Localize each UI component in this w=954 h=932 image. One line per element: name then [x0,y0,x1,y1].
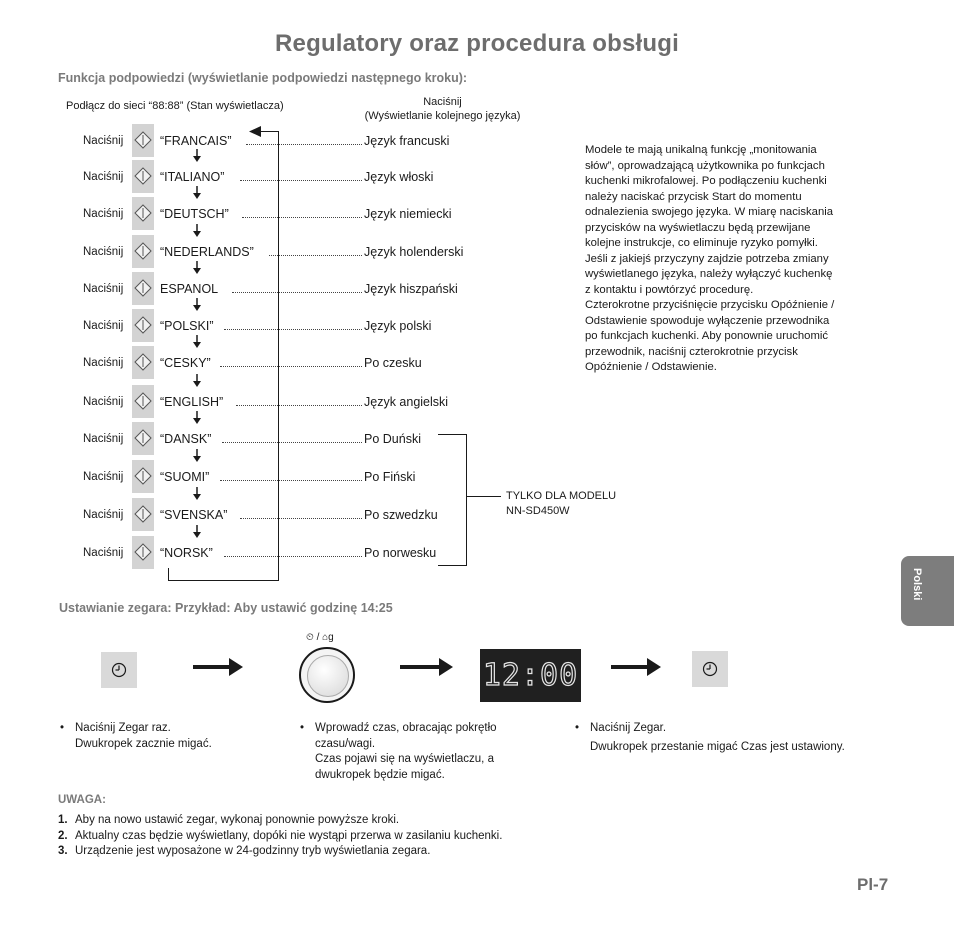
clock-icon [702,661,718,677]
start-icon [134,131,152,149]
model-bracket-connector [467,496,501,497]
loop-bottom-drop [168,568,169,580]
oven-display [480,649,581,702]
start-button[interactable] [132,272,154,305]
description-line: Czterokrotne przyciśnięcie przycisku Opóźnienie / [585,299,835,311]
display-language-code: “DEUTSCH” [160,207,229,221]
description-line: przycisków na wyświetlaczu będą przewijane [585,221,811,234]
leader-dots [240,180,362,181]
start-button[interactable] [132,160,154,193]
start-icon [134,543,152,561]
start-icon [134,392,152,410]
arrow-right-icon [400,665,443,669]
description-line: kolejne instrukcje, co eliminuje ryzyko pomyłki. [585,237,818,249]
loop-arrow-icon [249,126,261,137]
language-name: Język włoski [364,170,434,184]
side-tab-label: Polski [911,568,923,601]
press-label: Naciśnij [83,357,124,369]
arrow-down-icon [192,224,200,243]
description-line: odnalezienia swojego języka. W miarę naciskania [585,206,834,218]
plug-in-label: Podłącz do sieci “88:88” (Stan wyświetlacza) [66,100,284,112]
language-name: Język polski [364,319,432,333]
arrow-right-icon [611,665,651,669]
clock-button-step3[interactable] [692,651,728,687]
step2-line3: Czas pojawi się na wyświetlaczu, a [315,753,494,765]
press-label: Naciśnij [83,135,124,147]
press-label: Naciśnij [83,547,124,559]
start-icon [134,429,152,447]
dial-knob [307,655,349,697]
display-language-code: “ITALIANO” [160,170,225,184]
start-button[interactable] [132,309,154,342]
description-line: słów”, oprowadzającą użytkownika po funkcjach [585,159,825,172]
leader-dots [232,292,362,293]
note-item [58,813,658,829]
start-button[interactable] [132,460,154,493]
notes-heading: UWAGA: [58,794,106,806]
start-button[interactable] [132,346,154,379]
model-bracket [438,434,467,566]
display-language-code: “ENGLISH” [160,395,224,409]
clock-step-1 [60,721,295,752]
leader-dots [220,480,362,481]
clock-icon [111,662,127,678]
help-section-heading: Funkcja podpowiedzi (wyświetlanie podpowiedzi następnego kroku): [58,71,468,85]
display-language-code: “FRANCAIS” [160,134,232,148]
start-icon [134,505,152,523]
start-button[interactable] [132,124,154,157]
press-label: Naciśnij [83,509,124,521]
model-note [506,489,616,519]
start-button[interactable] [132,536,154,569]
step2-line1: Wprowadź czas, obracając pokrętło [315,722,497,734]
leader-dots [240,518,362,519]
press-next-line2: (Wyświetlanie kolejnego języka) [364,110,521,122]
start-button[interactable] [132,197,154,230]
step2-line2: czasu/wagi. [315,737,376,750]
start-button[interactable] [132,235,154,268]
description-paragraph [585,143,885,376]
language-name: Po norwesku [364,546,437,560]
description-line: wyświetlanego języka, należy wyłączyć kuchenkę [585,268,833,280]
display-language-code: “CESKY” [160,356,211,370]
leader-dots [224,329,362,330]
note-number: 1. [58,814,68,826]
leader-dots [224,556,362,557]
start-button[interactable] [132,422,154,455]
arrow-down-icon [192,298,200,317]
start-icon [134,353,152,371]
press-label: Naciśnij [83,171,124,183]
arrow-down-icon [192,149,200,168]
description-line: kuchenki mikrofalowej. Po podłączeniu kuchenki [585,175,827,187]
note-number: 2. [58,829,68,842]
language-name: Po Duński [364,432,421,446]
language-name: Język holenderski [364,245,464,259]
leader-dots [242,217,362,218]
bullet: • [60,722,65,734]
language-name: Język francuski [364,134,450,148]
press-label: Naciśnij [83,433,124,445]
language-name: Język hiszpański [364,282,458,296]
step3-line1: Naciśnij Zegar. [590,722,667,734]
arrow-down-icon [192,487,200,506]
start-icon [134,467,152,485]
language-name: Po Fiński [364,470,416,484]
note-item [58,829,658,845]
display-language-code: “NEDERLANDS” [160,245,254,259]
note-text: Urządzenie jest wyposażone w 24-godzinny tryb wyświetlania zegara. [75,845,431,857]
loop-bottom-line [168,580,279,581]
press-next-line1: Naciśnij [423,96,462,108]
time-weight-dial[interactable] [299,647,355,703]
language-side-tab [901,556,954,626]
description-line: Opóźnienie / Odstawienie. [585,361,717,373]
note-item [58,844,658,860]
page-title: Regulatory oraz procedura obsługi [275,30,679,57]
leader-dots [236,405,362,406]
arrow-down-icon [192,374,200,393]
press-label: Naciśnij [83,396,124,408]
display-language-code: “SVENSKA” [160,508,228,522]
press-label: Naciśnij [83,208,124,220]
note-number: 3. [58,845,68,857]
language-name: Po czesku [364,356,422,370]
description-line: przewodnik, naciśnij czterokrotnie przycisk [585,345,798,358]
description-line: Modele te mają unikalną funkcję „monitowania [585,144,817,156]
clock-step-2 [300,721,555,783]
clock-step-3 [575,721,910,755]
display-language-code: “POLSKI” [160,319,214,333]
press-label: Naciśnij [83,471,124,483]
arrow-down-icon [192,261,200,280]
page-number: Pl-7 [857,875,889,894]
start-icon [134,167,152,185]
language-name: Po szwedzku [364,508,438,522]
arrow-down-icon [192,411,200,430]
start-icon [134,279,152,297]
arrow-down-icon [192,186,200,205]
step1-line2: Dwukropek zacznie migać. [75,737,212,750]
model-note-line2: NN-SD450W [506,505,570,517]
note-text: Aby na nowo ustawić zegar, wykonaj ponownie powyższe kroki. [75,814,400,826]
start-icon [134,204,152,222]
dial-label: ⏲ / ⌂g [306,632,334,643]
arrow-down-icon [192,335,200,354]
press-label: Naciśnij [83,246,124,258]
loop-top-line [258,131,279,132]
bullet: • [300,722,305,734]
description-line: Odstawienie spowoduje wyłączenie przewodnika [585,314,830,327]
description-line: Jeśli z jakiejś przyczyny zajdzie potrzeba zmiany [585,252,829,265]
notes-list [58,813,658,860]
language-name: Język angielski [364,395,449,409]
model-note-line1: TYLKO DLA MODELU [506,490,617,502]
step2-line4: dwukropek będzie migać. [315,768,445,781]
leader-dots [220,366,362,367]
display-language-code: ESPANOL [160,282,219,296]
press-next-label [340,95,545,123]
description-line: z kontaktu i powtórzyć procedurę. [585,283,754,296]
leader-dots [269,255,362,256]
start-button[interactable] [132,498,154,531]
description-line: po funkcjach kuchenki. Aby ponownie uruchomić [585,330,829,342]
display-language-code: “DANSK” [160,432,212,446]
loop-back-line [278,131,279,580]
arrow-down-icon [192,449,200,468]
clock-section-heading: Ustawianie zegara: Przykład: Aby ustawić godzinę 14:25 [59,601,393,615]
start-icon [134,242,152,260]
display-time: 12:00 [482,658,579,693]
bullet: • [575,722,580,734]
step3-line2: Dwukropek przestanie migać Czas jest ustawiony. [590,740,845,753]
arrow-right-icon [193,665,233,669]
start-button[interactable] [132,385,154,418]
clock-button-step1[interactable] [101,652,137,688]
start-icon [134,316,152,334]
description-line: należy naciskać przycisk Start do momentu [585,190,802,203]
press-label: Naciśnij [83,320,124,332]
press-label: Naciśnij [83,283,124,295]
step1-line1: Naciśnij Zegar raz. [75,722,171,734]
language-name: Język niemiecki [364,207,452,221]
note-text: Aktualny czas będzie wyświetlany, dopóki nie wystąpi przerwa w zasilaniu kuchenki. [75,829,503,842]
display-language-code: “NORSK” [160,546,213,560]
leader-dots [246,144,362,145]
leader-dots [222,442,362,443]
display-language-code: “SUOMI” [160,470,210,484]
arrow-down-icon [192,525,200,544]
